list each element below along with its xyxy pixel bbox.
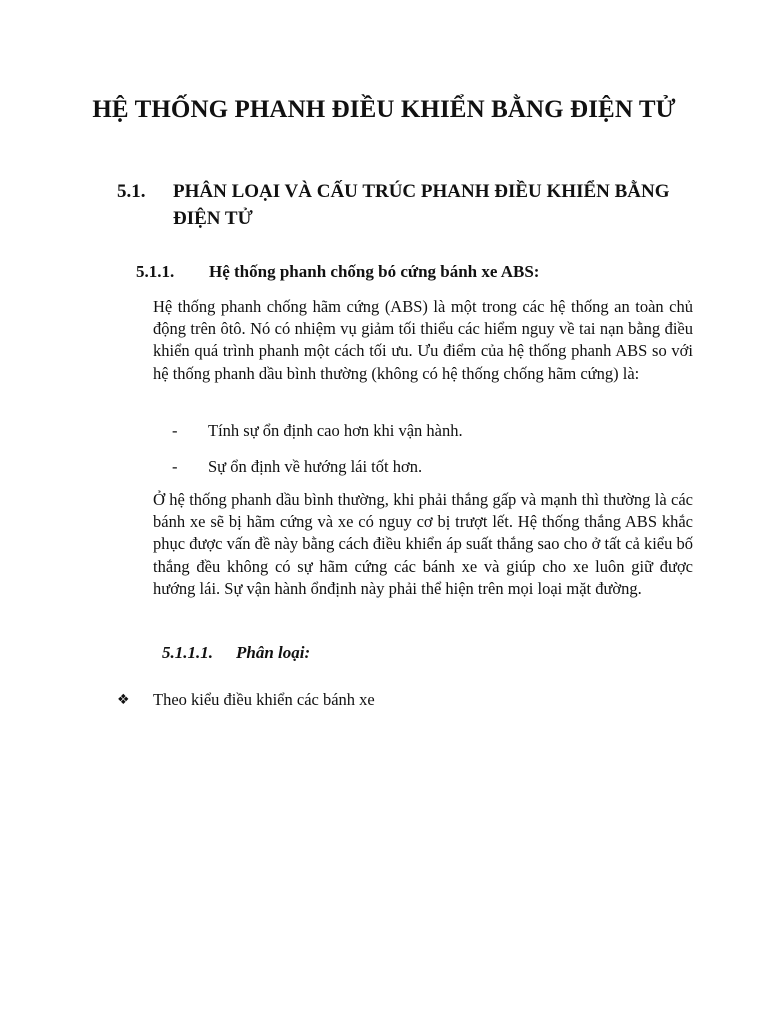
diamond-bullet-icon: ❖ [117,692,130,708]
section-number: 5.1. [117,181,146,202]
document-title: HỆ THỐNG PHANH ĐIỀU KHIỂN BẰNG ĐIỆN TỬ [92,96,676,123]
diamond-list-item-text: Theo kiểu điều khiển các bánh xe [153,690,375,709]
section-title: PHÂN LOẠI VÀ CẤU TRÚC PHANH ĐIỀU KHIỂN BẰNG ĐIỆN TỬ [173,181,670,229]
dash-marker: - [172,457,178,476]
list-item-text: Tính sự ổn định cao hơn khi vận hành. [208,421,463,440]
subsection-number: 5.1.1. [136,262,175,281]
subsubsection-number: 5.1.1.1. [162,643,213,662]
subsubsection-title: Phân loại: [236,643,311,662]
paragraph-abs-intro: Hệ thống phanh chống hãm cứng (ABS) là một trong các hệ thống an toàn chủ động trên ôtô. Nó có nhiệm vụ giảm tối thiểu các hiểm nguy về tai nạn bằng điều khiển quá trình phanh một cách tối ưu. Ưu điểm của hệ thống phanh ABS so với hệ thống phanh dầu bình thường (không có hệ thống chống hãm cứng) là: [153,297,693,383]
paragraph-abs-explanation: Ở hệ thống phanh dầu bình thường, khi phải thắng gấp và mạnh thì thường là các bánh xe sẽ bị hãm cứng và xe có nguy cơ bị trượt lết. Hệ thống thắng ABS khắc phục được vấn đề này bằng cách điều khiển áp suất thắng sao cho ở tất cả kiểu bố thắng đều không có sự hãm cứng các bánh xe và giúp cho xe luôn giữ được hướng lái. Sự vận hành ổnđịnh này phải thể hiện trên mọi loại mặt đường. [153,490,693,598]
list-item-text: Sự ổn định về hướng lái tốt hơn. [208,457,423,476]
dash-marker: - [172,421,178,440]
subsection-title: Hệ thống phanh chống bó cứng bánh xe ABS: [209,262,540,281]
